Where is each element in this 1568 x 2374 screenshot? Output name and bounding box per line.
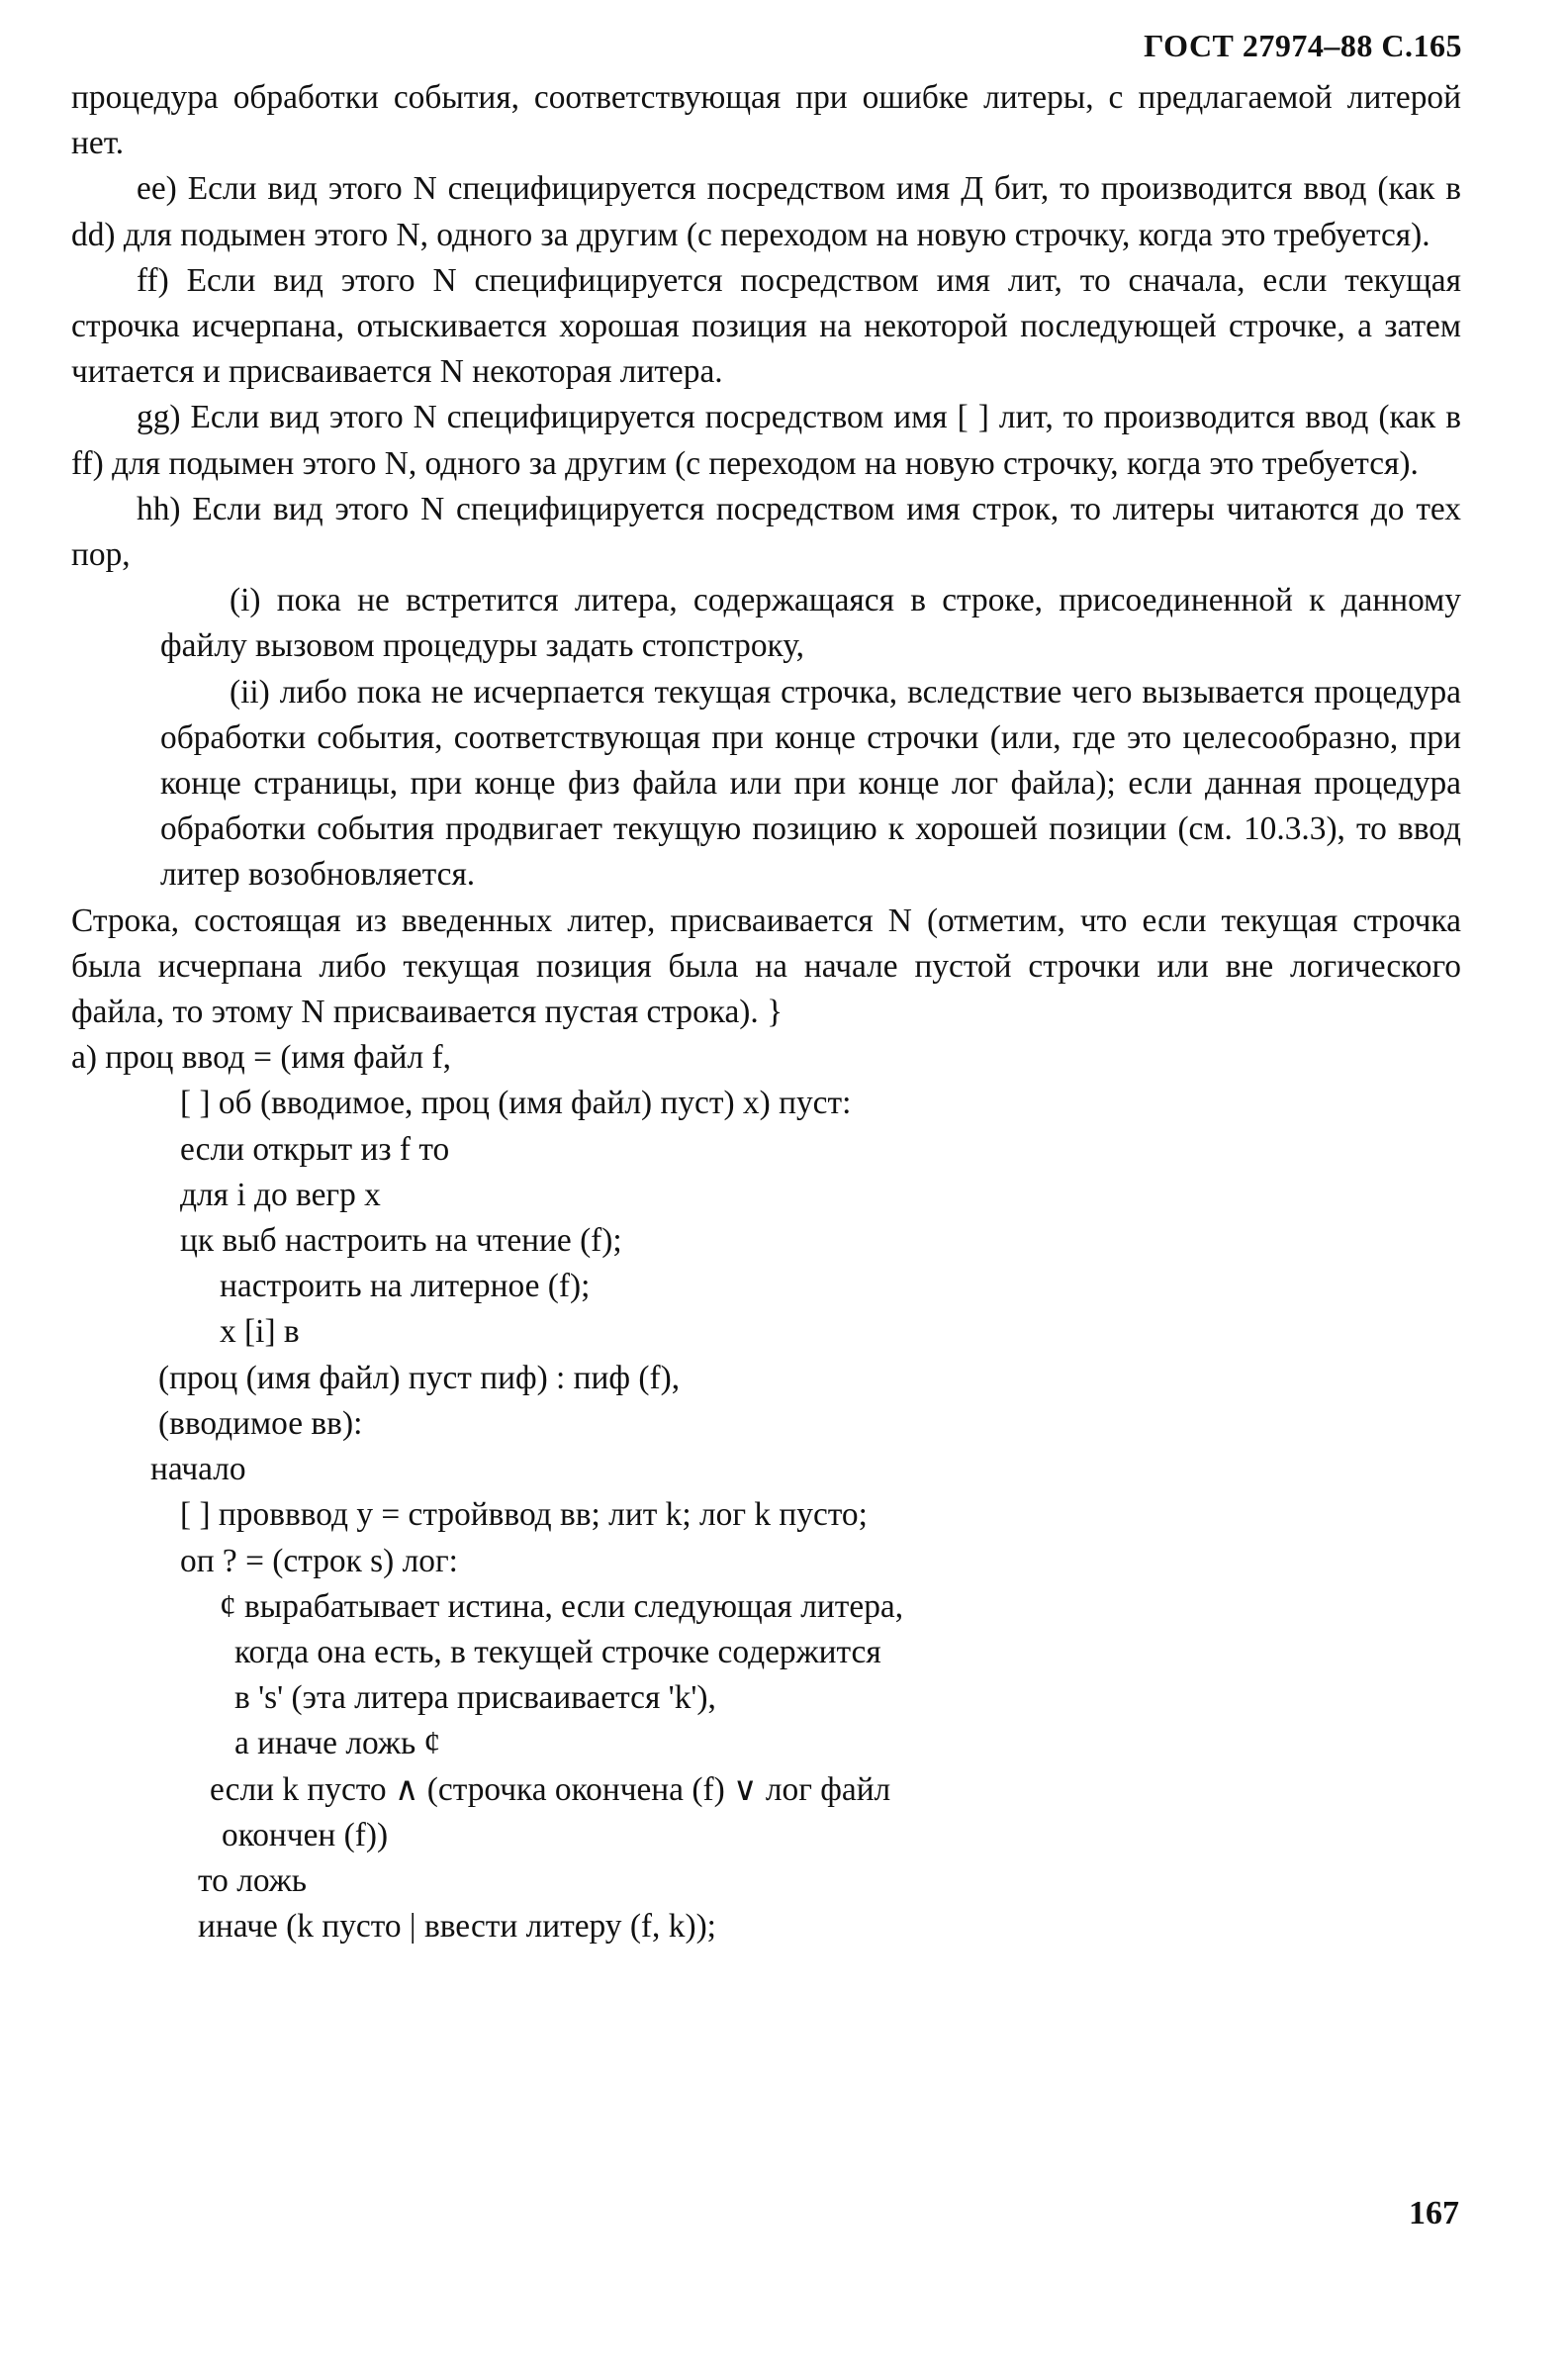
code-line: настроить на литерное (f); bbox=[220, 1268, 591, 1305]
paragraph: ff) Если вид этого N специфицируется посредством имя лит, то сначала, если текущая строчка исчерпана, отыскивается хорошая позиция на некоторой последующей строчке, а затем читается и присваивается N некоторая литера. bbox=[71, 261, 1461, 391]
paragraph: gg) Если вид этого N специфицируется посредством имя [ ] лит, то производится ввод (как в ff) для подымен этого N, одного за другим (с переходом на новую строчку, когда это требуется). bbox=[71, 399, 1461, 482]
paragraph: (i) пока не встретится литера, содержащаяся в строке, присоединенной к данному файлу вызовом процедуры задать стопстроку, bbox=[160, 582, 1461, 665]
body-text bbox=[71, 75, 1461, 1949]
code-line: [ ] об (вводимое, проц (имя файл) пуст) x) пуст: bbox=[180, 1085, 852, 1122]
code-line: в 's' (эта литера присваивается 'k'), bbox=[234, 1679, 716, 1717]
code-line: (вводимое вв): bbox=[158, 1404, 363, 1442]
paragraph: Строка, состоящая из введенных литер, присваивается N (отметим, что если текущая строчка была исчерпана либо текущая позиция была на начале пустой строчки или вне логического файла, то этому N присваивается пустая строка). } bbox=[71, 902, 1461, 1031]
code-line: иначе (k пусто | ввести литеру (f, k)); bbox=[198, 1908, 716, 1946]
code-line: x [i] в bbox=[220, 1313, 300, 1351]
code-line: для i до вегр x bbox=[180, 1176, 381, 1213]
code-listing bbox=[71, 1035, 1461, 1949]
code-line: когда она есть, в текущей строчке содержится bbox=[234, 1633, 881, 1670]
code-line: a) проц ввод = (имя файл f, bbox=[71, 1039, 451, 1077]
code-line: оп ? = (строк s) лог: bbox=[180, 1542, 458, 1579]
code-line: ¢ вырабатывает истина, если следующая литера, bbox=[220, 1587, 904, 1625]
code-line: [ ] провввод y = стройввод вв; лит k; лог k пусто; bbox=[180, 1496, 868, 1534]
paragraph: (ii) либо пока не исчерпается текущая строчка, вследствие чего вызывается процедура обработки события, соответствующая при конце строчки (или, где это целесообразно, при конце страницы, при конце физ файла или при конце лог файла); если данная процедура обработки события продвигает текущую позицию к хорошей позиции (см. 10.3.3), то ввод литер возобновляется. bbox=[160, 673, 1461, 894]
paragraph: ee) Если вид этого N специфицируется посредством имя Д бит, то производится ввод (как в dd) для подымен этого N, одного за другим (с переходом на новую строчку, когда это требуется). bbox=[71, 170, 1461, 253]
code-line: если k пусто ∧ (строчка окончена (f) ∨ лог файл bbox=[210, 1770, 891, 1808]
code-line: цк выб настроить на чтение (f); bbox=[180, 1222, 622, 1260]
code-line: то ложь bbox=[198, 1861, 308, 1899]
code-line: окончен (f)) bbox=[222, 1816, 389, 1853]
page-number: 167 bbox=[1409, 2195, 1459, 2232]
page-header: ГОСТ 27974–88 С.165 bbox=[1144, 28, 1462, 63]
code-line: если открыт из f то bbox=[180, 1130, 450, 1168]
paragraph: процедура обработки события, соответствующая при ошибке литеры, с предлагаемой литерой нет. bbox=[71, 79, 1461, 162]
code-line: а иначе ложь ¢ bbox=[234, 1725, 441, 1762]
code-line: начало bbox=[150, 1451, 246, 1488]
paragraph: hh) Если вид этого N специфицируется посредством имя строк, то литеры читаются до тех пор, bbox=[71, 490, 1461, 574]
code-line: (проц (имя файл) пуст пиф) : пиф (f), bbox=[158, 1359, 681, 1396]
